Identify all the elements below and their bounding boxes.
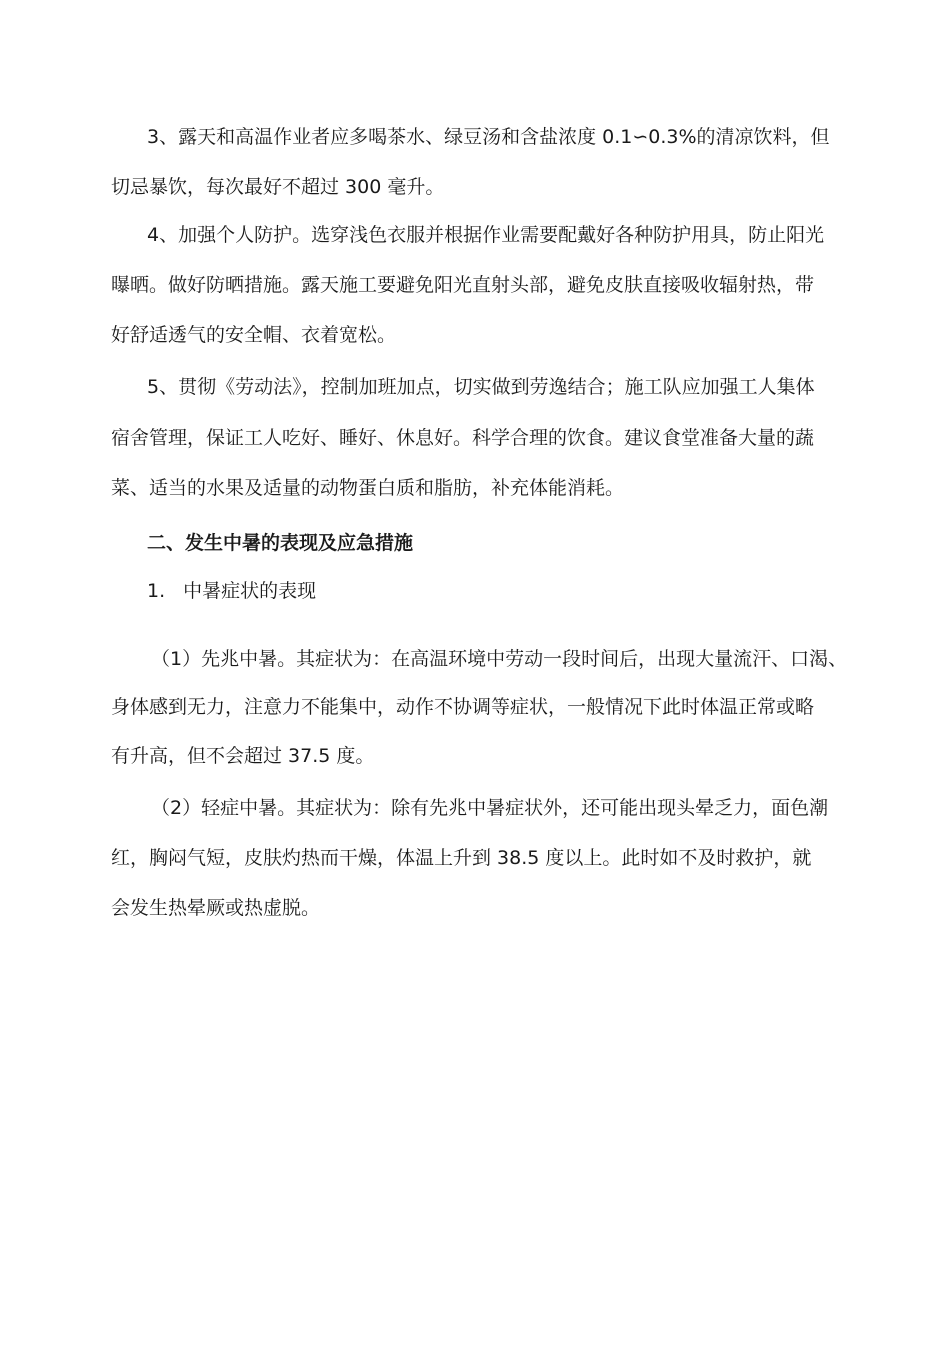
- symptom-2-line-1: （2）轻症中暑。其症状为：除有先兆中暑症状外，还可能出现头晕乏力，面色潮: [151, 797, 829, 819]
- list-item-number: 1.: [147, 580, 166, 602]
- paragraph-4-line-3: 好舒适透气的安全帽、衣着宽松。: [111, 324, 397, 346]
- list-item-1: [147, 578, 316, 604]
- section-heading: 二、发生中暑的表现及应急措施: [147, 532, 414, 554]
- symptom-2-line-3: 会发生热晕厥或热虚脱。: [111, 897, 321, 919]
- paragraph-3-line-2: 切忌暴饮，每次最好不超过 300 毫升。: [111, 176, 445, 198]
- symptom-1-line-2: 身体感到无力，注意力不能集中，动作不协调等症状，一般情况下此时体温正常或略: [111, 696, 815, 718]
- paragraph-5-line-1: 5、贯彻《劳动法》，控制加班加点，切实做到劳逸结合；施工队应加强工人集体: [147, 376, 815, 398]
- paragraph-4-line-2: 曝晒。做好防晒措施。露天施工要避免阳光直射头部，避免皮肤直接吸收辐射热，带: [111, 274, 815, 296]
- paragraph-5-line-3: 菜、适当的水果及适量的动物蛋白质和脂肪，补充体能消耗。: [111, 477, 625, 499]
- symptom-2-line-2: 红，胸闷气短，皮肤灼热而干燥，体温上升到 38.5 度以上。此时如不及时救护，就: [111, 847, 812, 869]
- symptom-1-line-3: 有升高，但不会超过 37.5 度。: [111, 745, 375, 767]
- paragraph-4-line-1: 4、加强个人防护。选穿浅色衣服并根据作业需要配戴好各种防护用具，防止阳光: [147, 224, 825, 246]
- symptom-1-line-1: （1）先兆中暑。其症状为：在高温环境中劳动一段时间后，出现大量流汗、口渴、: [151, 648, 848, 670]
- paragraph-3-line-1: 3、露天和高温作业者应多喝茶水、绿豆汤和含盐浓度 0.1∽0.3%的清凉饮料，但: [147, 126, 830, 148]
- paragraph-5-line-2: 宿舍管理，保证工人吃好、睡好、休息好。科学合理的饮食。建议食堂准备大量的蔬: [111, 427, 815, 449]
- list-item-label: 中暑症状的表现: [183, 580, 317, 602]
